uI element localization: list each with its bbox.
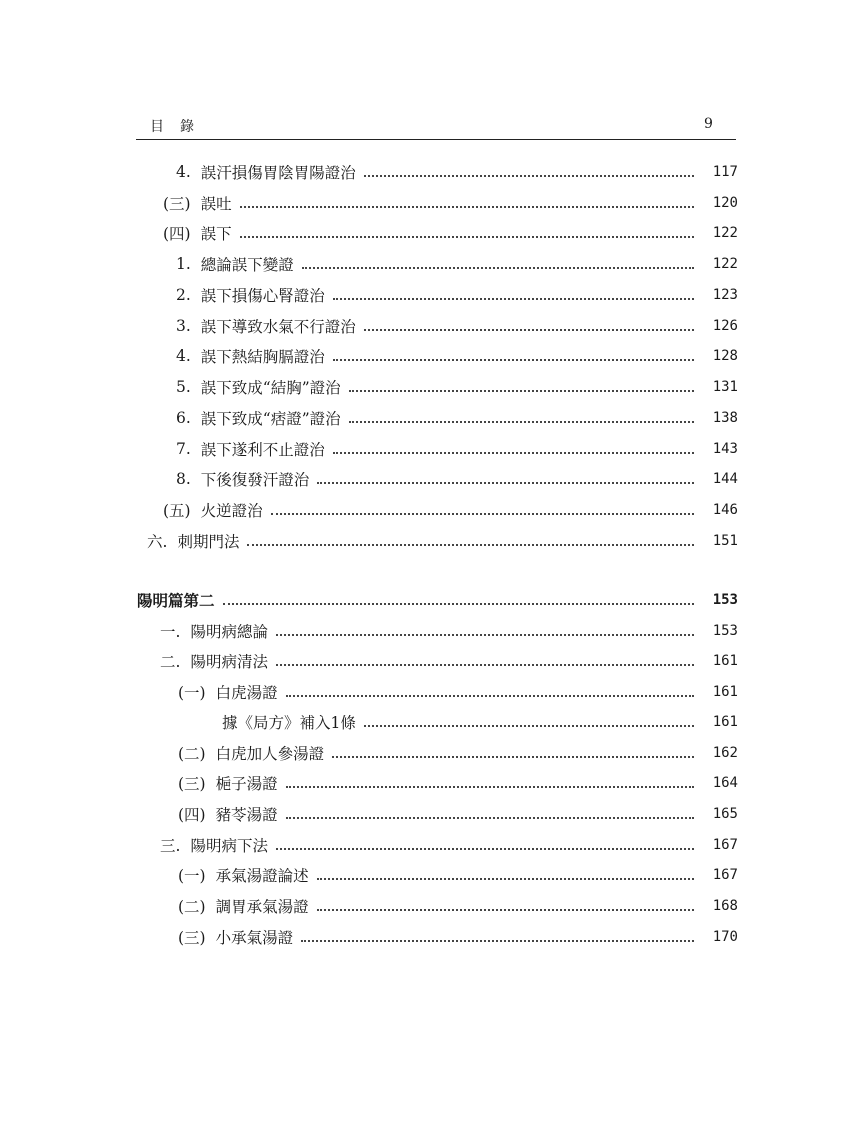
toc-entry	[137, 589, 738, 611]
entry-page: 161	[712, 714, 738, 730]
entry-title: 陽明病下法	[190, 837, 268, 855]
entry-title: 誤下導致水氣不行證治	[200, 318, 356, 336]
entry-title: 白虎加人參湯證	[215, 745, 325, 763]
toc-entry	[178, 895, 738, 917]
entry-title: 承氣湯證論述	[215, 867, 309, 885]
dot-leader	[286, 687, 694, 697]
entry-number: (四)	[163, 225, 191, 243]
entry-number: 4.	[176, 163, 191, 181]
entry-number: 4.	[176, 347, 191, 365]
entry-title: 誤下致成“痞證”證治	[200, 410, 341, 428]
entry-title: 誤下致成“結胸”證治	[200, 379, 341, 397]
dot-leader	[286, 809, 694, 819]
entry-number: 二.	[160, 653, 181, 671]
entry-page: 122	[712, 225, 738, 241]
entry-title: 豬苓湯證	[215, 806, 278, 824]
dot-leader	[333, 290, 694, 300]
dot-leader	[317, 901, 694, 911]
entry-number: 3.	[176, 317, 191, 335]
entry-number: 7.	[176, 440, 191, 458]
entry-title: 刺期門法	[177, 533, 240, 551]
entry-title: 誤吐	[200, 195, 232, 213]
toc-entry	[176, 345, 738, 367]
dot-leader	[247, 536, 694, 546]
entry-title: 白虎湯證	[215, 684, 278, 702]
entry-page: 151	[712, 533, 738, 549]
entry-number: (五)	[163, 502, 191, 520]
entry-page: 161	[712, 684, 738, 700]
entry-page: 117	[712, 164, 738, 180]
entry-title: 下後復發汗證治	[200, 471, 310, 489]
toc-entry	[160, 834, 738, 856]
entry-title: 誤下損傷心腎證治	[200, 287, 325, 305]
entry-number: (三)	[178, 775, 206, 793]
dot-leader	[364, 167, 694, 177]
entry-title: 誤下	[200, 225, 232, 243]
entry-page: 120	[712, 195, 738, 211]
toc-entry	[176, 376, 738, 398]
entry-page: 168	[712, 898, 738, 914]
dot-leader	[364, 717, 694, 727]
toc-entry	[163, 222, 738, 244]
header-rule	[136, 139, 736, 140]
entry-page: 123	[712, 287, 738, 303]
dot-leader	[317, 870, 694, 880]
entry-number: (一)	[178, 684, 206, 702]
entry-page: 146	[712, 502, 738, 518]
dot-leader	[286, 778, 694, 788]
entry-page: 165	[712, 806, 738, 822]
entry-title: 誤汗損傷胃陰胃陽證治	[200, 164, 356, 182]
toc-entry	[176, 253, 738, 275]
toc-entry	[178, 864, 738, 886]
entry-number: (三)	[163, 195, 191, 213]
dot-leader	[276, 840, 694, 850]
entry-page: 131	[712, 379, 738, 395]
entry-title: 梔子湯證	[215, 775, 278, 793]
entry-number: (四)	[178, 806, 206, 824]
dot-leader	[364, 321, 694, 331]
entry-page: 143	[712, 441, 738, 457]
entry-page: 161	[712, 653, 738, 669]
entry-title: 陽明病總論	[190, 623, 268, 641]
dot-leader	[240, 228, 694, 238]
entry-number: 6.	[176, 409, 191, 427]
dot-leader	[349, 382, 694, 392]
dot-leader	[223, 595, 694, 605]
entry-title: 陽明篇第二	[137, 591, 215, 610]
dot-leader	[333, 351, 694, 361]
dot-leader	[276, 626, 694, 636]
toc-entry	[178, 681, 738, 703]
entry-number: 2.	[176, 286, 191, 304]
entry-number: 5.	[176, 378, 191, 396]
toc-entry	[222, 711, 738, 733]
toc-entry	[160, 650, 738, 672]
entry-number: (三)	[178, 929, 206, 947]
dot-leader	[276, 656, 694, 666]
entry-page: 167	[712, 867, 738, 883]
entry-number: (二)	[178, 898, 206, 916]
dot-leader	[333, 444, 694, 454]
dot-leader	[302, 259, 694, 269]
entry-page: 144	[712, 471, 738, 487]
dot-leader	[349, 413, 694, 423]
toc-entry	[176, 315, 738, 337]
entry-page: 167	[712, 837, 738, 853]
dot-leader	[240, 198, 694, 208]
toc-entry	[176, 438, 738, 460]
toc-entry	[163, 499, 738, 521]
dot-leader	[301, 932, 694, 942]
toc-entry	[178, 742, 738, 764]
toc-entry	[176, 161, 738, 183]
entry-title: 誤下遂利不止證治	[200, 441, 325, 459]
toc-entry	[178, 926, 738, 948]
entry-number: (二)	[178, 745, 206, 763]
toc-entry	[160, 620, 738, 642]
dot-leader	[271, 505, 694, 515]
entry-number: 六.	[147, 533, 168, 551]
toc-entry	[178, 803, 738, 825]
entry-page: 122	[712, 256, 738, 272]
entry-page: 170	[712, 929, 738, 945]
entry-title: 小承氣湯證	[215, 929, 294, 947]
toc-entry	[147, 530, 738, 552]
entry-page: 164	[712, 775, 738, 791]
entry-title: 調胃承氣湯證	[215, 898, 309, 916]
entry-page: 128	[712, 348, 738, 364]
dot-leader	[332, 748, 694, 758]
entry-page: 126	[712, 318, 738, 334]
entry-page: 153	[712, 623, 738, 639]
entry-number: 8.	[176, 470, 191, 488]
dot-leader	[317, 474, 694, 484]
entry-title: 據《局方》補入1條	[222, 714, 356, 732]
entry-page: 153	[712, 592, 738, 608]
entry-number: 1.	[176, 255, 191, 273]
toc-entry	[176, 468, 738, 490]
entry-page: 162	[712, 745, 738, 761]
page-number: 9	[704, 116, 713, 132]
entry-page: 138	[712, 410, 738, 426]
entry-number: (一)	[178, 867, 206, 885]
entry-title: 總論誤下變證	[200, 256, 294, 274]
entry-title: 誤下熱結胸膈證治	[200, 348, 325, 366]
entry-title: 陽明病清法	[190, 653, 268, 671]
entry-number: 三.	[160, 837, 181, 855]
entry-title: 火逆證治	[200, 502, 263, 520]
entry-number: 一.	[160, 623, 181, 641]
toc-entry	[176, 284, 738, 306]
running-header-title: 目錄	[150, 119, 210, 135]
toc-entry	[176, 407, 738, 429]
toc-entry	[178, 772, 738, 794]
toc-entry	[163, 192, 738, 214]
